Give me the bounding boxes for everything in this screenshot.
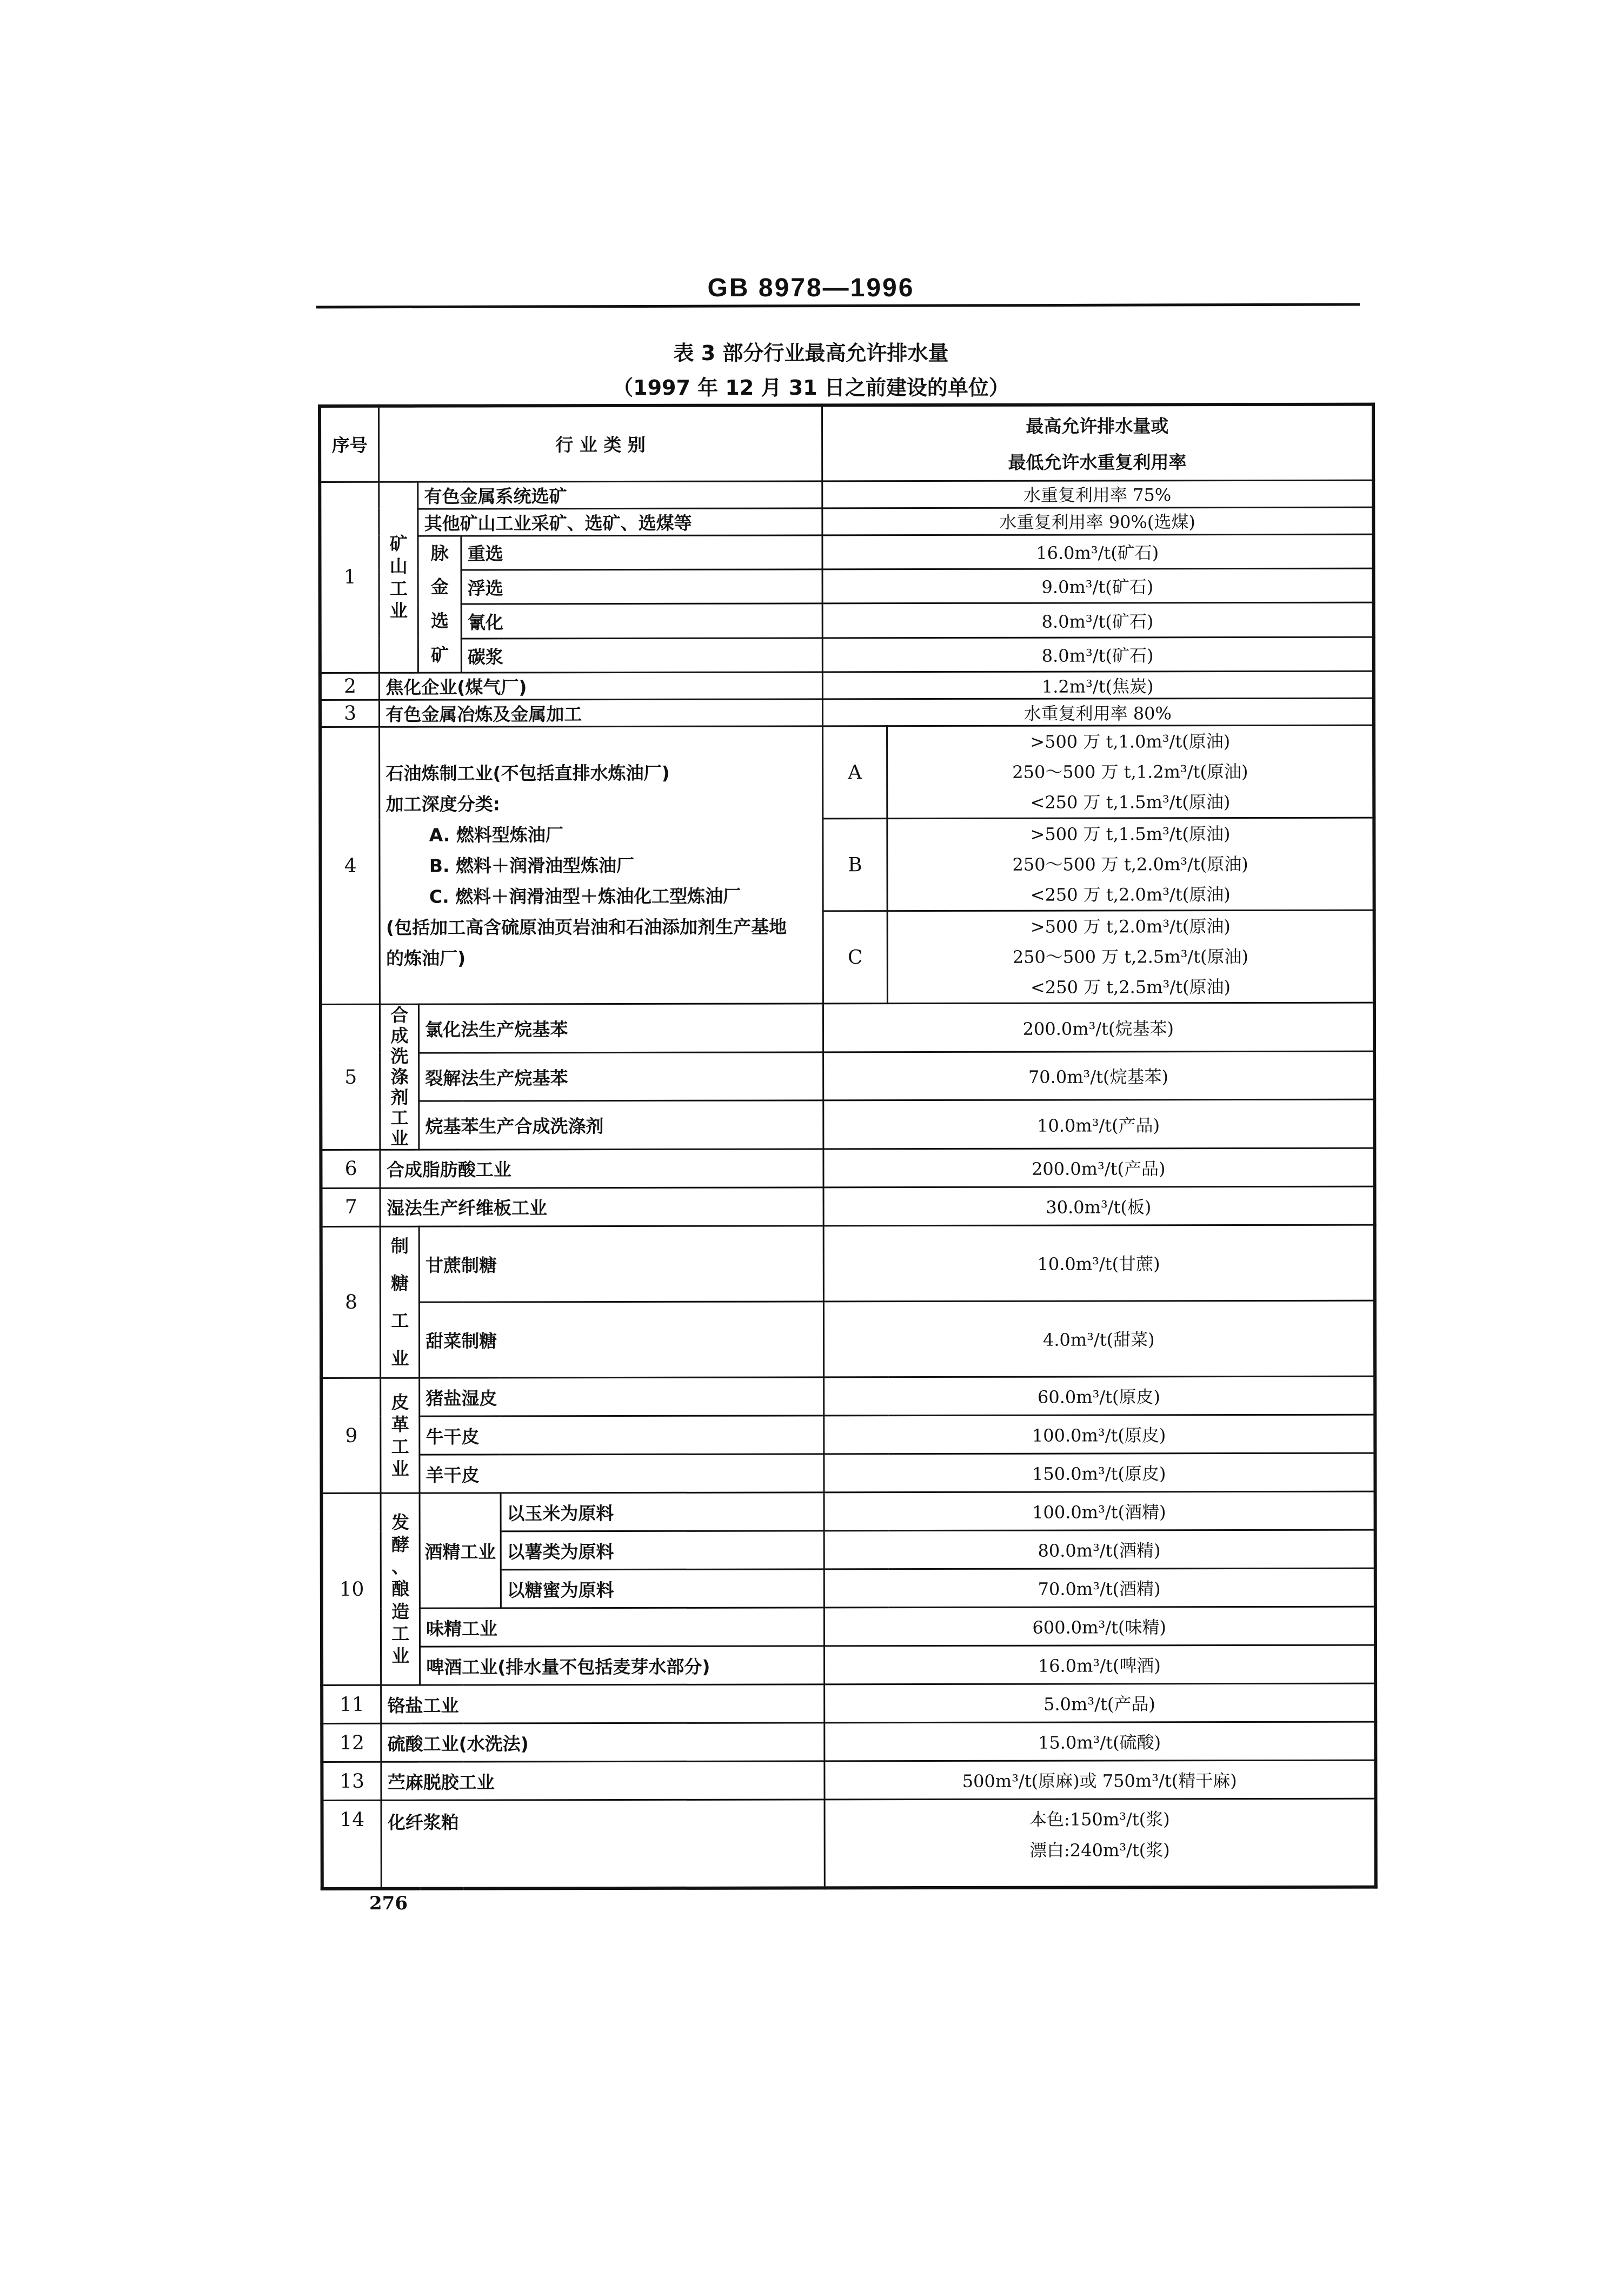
table-row: 8 制糖 工业 甘蔗制糖 10.0m³/t(甘蔗) <box>321 1225 1375 1302</box>
table-row: 4 石油炼制工业(不包括直排水炼油厂) 加工深度分类: A. 燃料型炼油厂 B. 燃料＋润滑油型炼油厂 C. 燃料＋润滑油型＋炼油化工型炼油厂 (包括加工高含硫原油页岩油和石油添加剂生产基地 的炼油厂) A >500 万 t,1.0m³/t(原油) 250～500 万 t,1.2m³/t(原油) <250 万 t,1.5m³/t(原油) <box>320 725 1374 819</box>
table-row: 以糖蜜为原料 70.0m³/t(酒精) <box>322 1568 1375 1608</box>
table-row: 氰化 8.0m³/t(矿石) <box>320 602 1374 639</box>
table-row: 9 皮 革 工 业 猪盐湿皮 60.0m³/t(原皮) <box>321 1376 1375 1416</box>
refinery-description: 石油炼制工业(不包括直排水炼油厂) 加工深度分类: A. 燃料型炼油厂 B. 燃料＋润滑油型炼油厂 C. 燃料＋润滑油型＋炼油化工型炼油厂 (包括加工高含硫原油页岩油和石油添加剂生产基地 的炼油厂) <box>380 726 823 1004</box>
header-rule <box>316 303 1360 308</box>
table-row: 7 湿法生产纤维板工业 30.0m³/t(板) <box>321 1186 1375 1226</box>
col-header-limit: 最高允许排水量或 最低允许水重复利用率 <box>822 404 1373 481</box>
table-row: 浮选 9.0m³/t(矿石) <box>320 568 1374 605</box>
group-label: 矿 山 工 业 <box>379 482 418 673</box>
table-row: 1 矿 山 工 业 有色金属系统选矿 水重复利用率 75% <box>320 480 1373 509</box>
table-row: 14 化纤浆粕 本色:150m³/t(浆) 漂白:240m³/t(浆) <box>322 1799 1376 1889</box>
table-row: 11 铬盐工业 5.0m³/t(产品) <box>322 1683 1375 1723</box>
standard-code: GB 8978—1996 <box>707 274 915 302</box>
table-row: 5 合成 洗涤 剂工 业 氯化法生产烷基苯 200.0m³/t(烷基苯) <box>321 1003 1374 1053</box>
table-row: 6 合成脂肪酸工业 200.0m³/t(产品) <box>321 1148 1374 1188</box>
table-row: 裂解法生产烷基苯 70.0m³/t(烷基苯) <box>321 1051 1374 1101</box>
table-row: B >500 万 t,1.5m³/t(原油) 250～500 万 t,2.0m³/t(原油) <250 万 t,2.0m³/t(原油) <box>320 818 1374 912</box>
group-label: 发 酵 、 酿 造 工 业 <box>381 1493 420 1685</box>
table-row: 12 硫酸工业(水洗法) 15.0m³/t(硫酸) <box>322 1722 1375 1762</box>
table-row: 甜菜制糖 4.0m³/t(甜菜) <box>321 1300 1375 1378</box>
page-number: 276 <box>369 1893 408 1914</box>
table-row: 其他矿山工业采矿、选矿、选煤等 水重复利用率 90%(选煤) <box>320 507 1373 536</box>
table-row: 牛干皮 100.0m³/t(原皮) <box>321 1415 1375 1455</box>
subgroup-label: 脉金 选矿 <box>418 536 461 673</box>
table-subtitle: （1997 年 12 月 31 日之前建设的单位） <box>613 376 1009 400</box>
subgroup-label: 酒精工业 <box>420 1493 501 1608</box>
table-row: 烷基苯生产合成洗涤剂 10.0m³/t(产品) <box>321 1099 1374 1150</box>
table-row: 碳浆 8.0m³/t(矿石) <box>320 637 1374 673</box>
group-label: 合成 洗涤 剂工 业 <box>380 1004 419 1150</box>
table-row: 13 苎麻脱胶工业 500m³/t(原麻)或 750m³/t(精干麻) <box>322 1760 1375 1800</box>
col-header-category: 行 业 类 别 <box>379 405 822 481</box>
discharge-table <box>318 403 1378 1890</box>
table-row: 以薯类为原料 80.0m³/t(酒精) <box>322 1530 1375 1570</box>
group-label: 制糖 工业 <box>380 1226 419 1378</box>
table-row: 味精工业 600.0m³/t(味精) <box>322 1607 1375 1647</box>
table-title: 表 3 部分行业最高允许排水量 <box>673 341 949 365</box>
table-row: 脉金 选矿 重选 16.0m³/t(矿石) <box>320 534 1373 570</box>
col-header-seq: 序号 <box>320 406 379 482</box>
group-label: 皮 革 工 业 <box>381 1378 420 1493</box>
table-row: 啤酒工业(排水量不包括麦芽水部分) 16.0m³/t(啤酒) <box>322 1645 1375 1685</box>
table-row: 3 有色金属冶炼及金属加工 水重复利用率 80% <box>320 698 1374 727</box>
table-row: 2 焦化企业(煤气厂) 1.2m³/t(焦炭) <box>320 671 1374 700</box>
table-row: 羊干皮 150.0m³/t(原皮) <box>321 1453 1375 1493</box>
table-row: C >500 万 t,2.0m³/t(原油) 250～500 万 t,2.5m³/t(原油) <250 万 t,2.5m³/t(原油) <box>321 910 1374 1004</box>
table-header-row <box>320 404 1373 482</box>
table-row: 10 发 酵 、 酿 造 工 业 酒精工业 以玉米为原料 100.0m³/t(酒精) <box>322 1491 1375 1531</box>
